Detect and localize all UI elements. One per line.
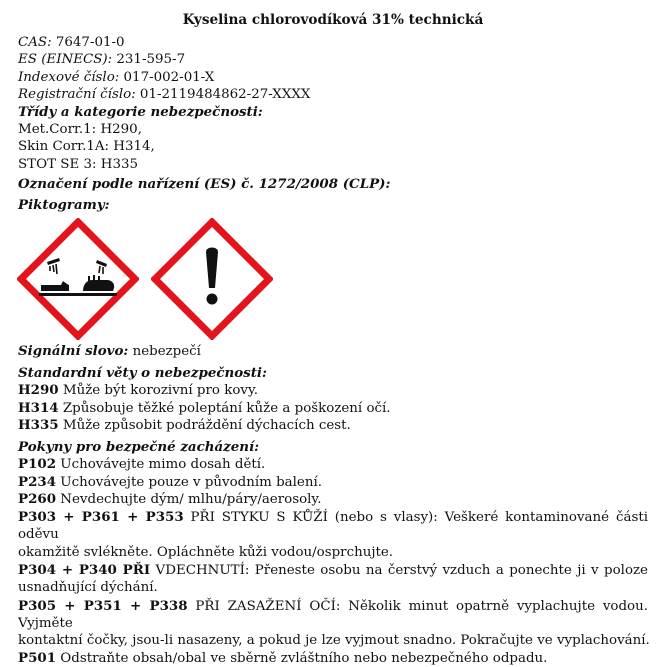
precaution-line: kontaktní čočky, jsou-li nasazeny, a pokud je lze vyjmout snadno. Pokračujte ve vyplachování. [18,633,650,649]
precaution-code: P260 [18,490,57,507]
precaution-line [18,509,648,544]
document-title: Kyselina chlorovodíková 31% technická [182,12,484,28]
precaution-text: PŘI ZASAŽENÍ OČÍ: Několik minut opatrně vyplachujte vodou. Vyjměte [18,598,649,631]
precaution-text: Uchovávejte mimo dosah dětí. [56,457,266,473]
classification-item: STOT SE 3: H335 [18,156,138,172]
hazard-statement [18,382,648,399]
classification-heading: Třídy a kategorie nebezpečnosti: [18,104,263,121]
clp-heading: Označení podle nařízení (ES) č. 1272/2008 (CLP): [18,176,391,193]
precaution-code: P304 + P340 PŘI [18,562,151,579]
signal-word-value: nebezpečí [128,344,201,360]
registration-number-value: 01-2119484862-27-XXXX [135,86,311,102]
precautionary-statement [18,456,648,473]
hazard-text: Může způsobit podráždění dýchacích cest. [58,417,351,433]
index-number-line [18,69,648,86]
registration-number-line [18,86,648,103]
hazard-statement [18,400,648,417]
precaution-text: Odstraňte obsah/obal ve sběrně zvláštního nebo nebezpečného odpadu. [56,650,548,666]
precaution-text: VDECHNUTÍ: Přeneste osobu na čerstvý vzduch a ponechte ji v poloze [150,563,648,579]
safety-label-document [18,10,648,667]
precautionary-statement [18,598,648,650]
precaution-line: okamžitě svlékněte. Opláchněte kůži vodou/osprchujte. [18,544,394,560]
precaution-code: P303 + P361 + P353 [18,509,184,526]
cas-value: 7647-01-0 [51,35,125,50]
precautionary-statements-heading: Pokyny pro bezpečné zacházení: [18,439,260,456]
hazard-code: H314 [18,399,59,416]
index-number-label: Indexové číslo: [18,69,120,85]
einecs-value: 231-595-7 [112,52,186,68]
precautionary-statement [18,474,648,491]
cas-line [18,34,648,51]
precaution-code: P234 [18,473,57,490]
classification-item: Met.Corr.1: H290, [18,122,142,138]
precaution-text: Nevdechujte dým/ mlhu/páry/aerosoly. [56,491,322,507]
corrosion-pictogram-icon [17,218,139,340]
precautionary-statement [18,562,648,597]
pictogram-row [17,218,648,338]
cas-label: CAS: [18,35,52,50]
precaution-code: P501 [18,649,57,666]
pictograms-heading: Piktogramy: [18,197,110,214]
precaution-line: usnadňující dýchání. [18,580,158,596]
signal-word-label: Signální slovo: [18,343,129,360]
hazard-statements-heading: Standardní věty o nebezpečnosti: [18,365,267,382]
signal-word-line [18,342,648,360]
precaution-line [18,562,648,579]
einecs-label: ES (EINECS): [18,52,113,68]
einecs-line [18,51,648,68]
precaution-text: PŘI STYKU S KŮŽÍ (nebo s vlasy): Veškeré kontaminované části oděvu [18,510,648,543]
hazard-code: H335 [18,416,59,433]
precautionary-statement [18,491,648,508]
precaution-code: P102 [18,456,57,473]
hazard-text: Může být korozivní pro kovy. [58,383,258,399]
hazard-code: H290 [18,382,59,399]
precaution-text: Uchovávejte pouze v původním balení. [56,474,323,490]
precaution-line [18,598,648,633]
hazard-statement [18,417,648,434]
hazard-text: Způsobuje těžké poleptání kůže a poškození očí. [58,400,391,416]
registration-number-label: Registrační číslo: [18,86,136,102]
classification-item: Skin Corr.1A: H314, [18,139,155,155]
precaution-code: P305 + P351 + P338 [18,597,188,614]
precautionary-statement [18,650,648,667]
exclamation-mark-pictogram-icon [151,218,273,340]
precautionary-statement [18,509,648,561]
index-number-value: 017-002-01-X [119,69,215,85]
